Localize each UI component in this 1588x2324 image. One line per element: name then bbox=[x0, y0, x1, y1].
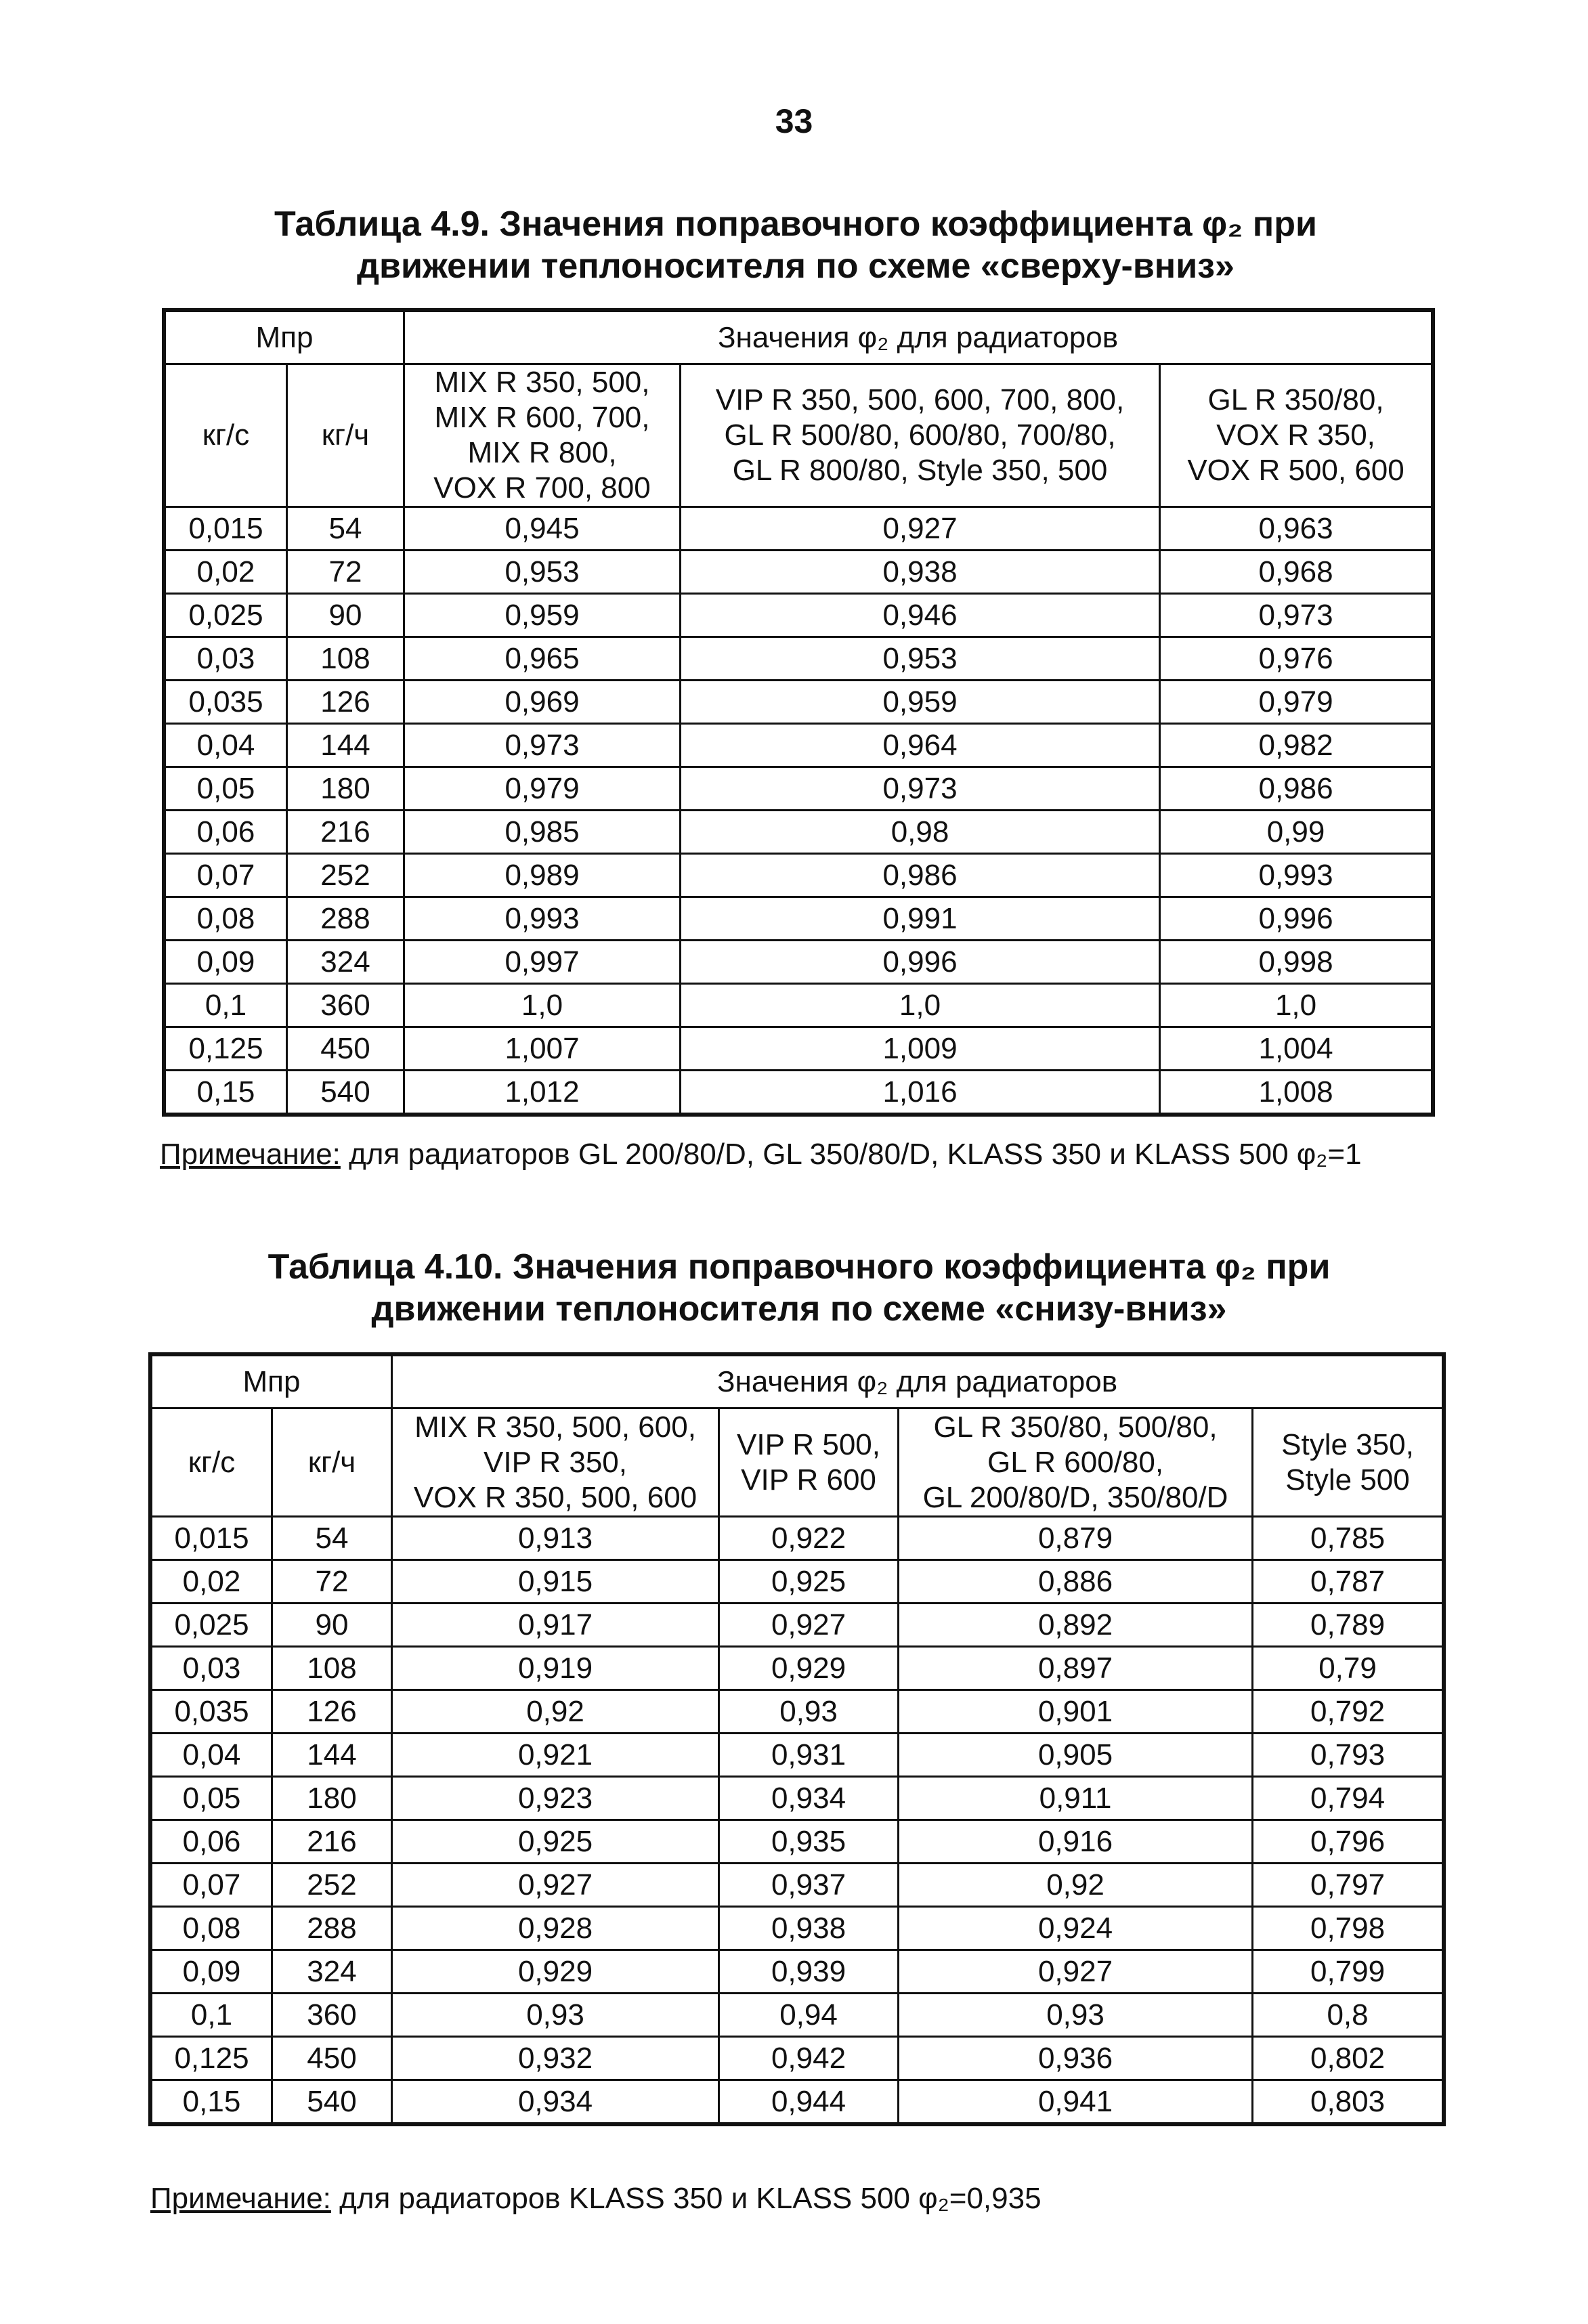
table-row bbox=[165, 681, 1432, 724]
table-cell: 288 bbox=[272, 1907, 392, 1950]
table-cell: 1,016 bbox=[681, 1071, 1160, 1114]
table-cell: 288 bbox=[287, 897, 404, 941]
table-row bbox=[152, 1647, 1443, 1690]
table-cell: 0,905 bbox=[899, 1734, 1253, 1777]
column-header-line: VOX R 700, 800 bbox=[433, 471, 651, 504]
table-cell: 540 bbox=[287, 1071, 404, 1114]
table-row bbox=[165, 854, 1432, 897]
table-cell: 0,979 bbox=[404, 767, 681, 811]
table-cell: 0,07 bbox=[165, 854, 287, 897]
table-cell: 0,927 bbox=[899, 1950, 1253, 1994]
table-row bbox=[165, 767, 1432, 811]
table2-col-header-3 bbox=[899, 1408, 1253, 1517]
column-header-line: MIX R 350, 500, 600, bbox=[414, 1410, 696, 1444]
table-cell: 0,917 bbox=[392, 1604, 719, 1647]
table-row bbox=[165, 1071, 1432, 1114]
table-cell: 0,953 bbox=[404, 551, 681, 594]
table-cell: 0,09 bbox=[165, 941, 287, 984]
table-cell: 0,901 bbox=[899, 1690, 1253, 1734]
table-cell: 0,986 bbox=[1160, 767, 1432, 811]
table-cell: 0,968 bbox=[1160, 551, 1432, 594]
table1-group-header: Значения φ₂ для радиаторов bbox=[404, 311, 1432, 364]
table1-note-text: для радиаторов GL 200/80/D, GL 350/80/D, KLASS 350 и KLASS 500 φ₂=1 bbox=[340, 1138, 1362, 1171]
column-header-line: MIX R 350, 500, bbox=[434, 366, 650, 399]
table-cell: 180 bbox=[287, 767, 404, 811]
table-cell: 324 bbox=[287, 941, 404, 984]
table-cell: 0,05 bbox=[152, 1777, 272, 1820]
table-cell: 0,938 bbox=[719, 1907, 899, 1950]
table-cell: 1,0 bbox=[1160, 984, 1432, 1027]
table-cell: 90 bbox=[287, 594, 404, 637]
column-header-line: MIX R 600, 700, bbox=[434, 401, 650, 434]
table-cell: 0,996 bbox=[681, 941, 1160, 984]
table-cell: 0,02 bbox=[165, 551, 287, 594]
table-cell: 1,008 bbox=[1160, 1071, 1432, 1114]
table-row bbox=[152, 1517, 1443, 1560]
table-cell: 0,879 bbox=[899, 1517, 1253, 1560]
table2-unit-kgh: кг/ч bbox=[272, 1408, 392, 1517]
table-cell: 0,93 bbox=[392, 1994, 719, 2037]
table-cell: 0,015 bbox=[152, 1517, 272, 1560]
table-cell: 0,937 bbox=[719, 1864, 899, 1907]
table-row bbox=[152, 1604, 1443, 1647]
column-header-line: Style 350, bbox=[1281, 1427, 1414, 1461]
table-cell: 0,945 bbox=[404, 507, 681, 551]
table-cell: 252 bbox=[287, 854, 404, 897]
table-cell: 0,798 bbox=[1253, 1907, 1443, 1950]
table-cell: 0,921 bbox=[392, 1734, 719, 1777]
table-row bbox=[165, 984, 1432, 1027]
table-cell: 0,919 bbox=[392, 1647, 719, 1690]
table-cell: 0,025 bbox=[165, 594, 287, 637]
table1-col-header-2 bbox=[681, 364, 1160, 507]
table1-col-header-3 bbox=[1160, 364, 1432, 507]
table-cell: 0,982 bbox=[1160, 724, 1432, 767]
table-cell: 108 bbox=[287, 637, 404, 681]
table-cell: 0,93 bbox=[719, 1690, 899, 1734]
table-row bbox=[165, 507, 1432, 551]
table-cell: 0,94 bbox=[719, 1994, 899, 2037]
table-cell: 0,897 bbox=[899, 1647, 1253, 1690]
table-cell: 0,794 bbox=[1253, 1777, 1443, 1820]
table-row bbox=[152, 1734, 1443, 1777]
column-header-line: VOX R 350, bbox=[1216, 418, 1375, 452]
table1-m-header-text: Mпр bbox=[255, 320, 314, 354]
table-cell: 0,973 bbox=[681, 767, 1160, 811]
table-cell: 1,009 bbox=[681, 1027, 1160, 1071]
table-row bbox=[165, 897, 1432, 941]
table-cell: 0,959 bbox=[681, 681, 1160, 724]
table-cell: 0,925 bbox=[719, 1560, 899, 1604]
table-row bbox=[165, 551, 1432, 594]
table2-m-header bbox=[152, 1356, 392, 1408]
table-cell: 0,125 bbox=[165, 1027, 287, 1071]
table1-col-header-1 bbox=[404, 364, 681, 507]
table-cell: 0,934 bbox=[392, 2080, 719, 2124]
table-cell: 0,997 bbox=[404, 941, 681, 984]
table-cell: 0,913 bbox=[392, 1517, 719, 1560]
table-cell: 0,976 bbox=[1160, 637, 1432, 681]
table-cell: 450 bbox=[287, 1027, 404, 1071]
column-header-line: VOX R 350, 500, 600 bbox=[413, 1480, 698, 1514]
table-cell: 0,799 bbox=[1253, 1950, 1443, 1994]
table-cell: 0,797 bbox=[1253, 1864, 1443, 1907]
table-cell: 1,007 bbox=[404, 1027, 681, 1071]
column-header-line: VOX R 500, 600 bbox=[1187, 454, 1404, 487]
table-cell: 0,08 bbox=[152, 1907, 272, 1950]
table-cell: 0,793 bbox=[1253, 1734, 1443, 1777]
table-cell: 0,927 bbox=[681, 507, 1160, 551]
column-header-line: MIX R 800, bbox=[467, 436, 617, 469]
table2-col-header-2 bbox=[719, 1408, 899, 1517]
table-cell: 90 bbox=[272, 1604, 392, 1647]
table-cell: 0,886 bbox=[899, 1560, 1253, 1604]
table2-caption-line2: движении теплоносителя по схеме «снизу-вниз» bbox=[371, 1289, 1227, 1329]
table-cell: 0,8 bbox=[1253, 1994, 1443, 2037]
table-cell: 1,004 bbox=[1160, 1027, 1432, 1071]
table-cell: 540 bbox=[272, 2080, 392, 2124]
table-cell: 0,923 bbox=[392, 1777, 719, 1820]
table-row bbox=[152, 1907, 1443, 1950]
table2 bbox=[150, 1354, 1444, 2124]
table2-body bbox=[152, 1517, 1443, 2124]
table1-caption-line2: движении теплоносителя по схеме «сверху-вниз» bbox=[357, 246, 1235, 286]
table-cell: 0,924 bbox=[899, 1907, 1253, 1950]
table-row bbox=[165, 637, 1432, 681]
table-cell: 0,944 bbox=[719, 2080, 899, 2124]
table-cell: 0,929 bbox=[392, 1950, 719, 1994]
column-header-line: GL R 600/80, bbox=[987, 1445, 1164, 1479]
table-cell: 0,08 bbox=[165, 897, 287, 941]
table-cell: 0,963 bbox=[1160, 507, 1432, 551]
table-cell: 0,959 bbox=[404, 594, 681, 637]
table-cell: 0,93 bbox=[899, 1994, 1253, 2037]
table1-unit-kgs: кг/с bbox=[165, 364, 287, 507]
table-cell: 0,035 bbox=[165, 681, 287, 724]
table2-unit-kgs: кг/с bbox=[152, 1408, 272, 1517]
table-cell: 0,803 bbox=[1253, 2080, 1443, 2124]
table-cell: 144 bbox=[287, 724, 404, 767]
table-cell: 0,1 bbox=[152, 1994, 272, 2037]
table-cell: 0,998 bbox=[1160, 941, 1432, 984]
table-cell: 0,035 bbox=[152, 1690, 272, 1734]
table1-unit-kgh: кг/ч bbox=[287, 364, 404, 507]
table-cell: 0,04 bbox=[165, 724, 287, 767]
table-cell: 0,15 bbox=[165, 1071, 287, 1114]
table-cell: 0,802 bbox=[1253, 2037, 1443, 2080]
table-cell: 0,03 bbox=[165, 637, 287, 681]
table-cell: 0,941 bbox=[899, 2080, 1253, 2124]
table2-caption bbox=[257, 1246, 1341, 1330]
table-cell: 360 bbox=[287, 984, 404, 1027]
table1-note-label: Примечание: bbox=[160, 1138, 341, 1171]
table1-note bbox=[160, 1138, 1362, 1171]
column-header-line: GL 200/80/D, 350/80/D bbox=[922, 1480, 1228, 1514]
table-cell: 0,938 bbox=[681, 551, 1160, 594]
table-row bbox=[152, 1820, 1443, 1864]
table-cell: 0,939 bbox=[719, 1950, 899, 1994]
table-cell: 0,792 bbox=[1253, 1690, 1443, 1734]
table-cell: 0,942 bbox=[719, 2037, 899, 2080]
table-cell: 126 bbox=[287, 681, 404, 724]
table-row bbox=[152, 1560, 1443, 1604]
table-cell: 450 bbox=[272, 2037, 392, 2080]
table-cell: 0,911 bbox=[899, 1777, 1253, 1820]
table-row bbox=[152, 1777, 1443, 1820]
table-cell: 0,06 bbox=[152, 1820, 272, 1864]
table-row bbox=[152, 1690, 1443, 1734]
column-header-line: VIP R 350, 500, 600, 700, 800, bbox=[715, 383, 1125, 416]
table-cell: 0,92 bbox=[899, 1864, 1253, 1907]
table-cell: 0,979 bbox=[1160, 681, 1432, 724]
table-cell: 0,993 bbox=[404, 897, 681, 941]
table-cell: 0,973 bbox=[1160, 594, 1432, 637]
table-cell: 0,125 bbox=[152, 2037, 272, 2080]
table-cell: 0,92 bbox=[392, 1690, 719, 1734]
table-cell: 0,964 bbox=[681, 724, 1160, 767]
table-cell: 0,953 bbox=[681, 637, 1160, 681]
table-row bbox=[152, 2080, 1443, 2124]
table-row bbox=[152, 1950, 1443, 1994]
table-cell: 0,931 bbox=[719, 1734, 899, 1777]
column-header-line: VIP R 350, bbox=[484, 1445, 628, 1479]
table-cell: 324 bbox=[272, 1950, 392, 1994]
table2-note bbox=[150, 2182, 1042, 2216]
table-cell: 0,09 bbox=[152, 1950, 272, 1994]
table-cell: 0,932 bbox=[392, 2037, 719, 2080]
table-cell: 0,989 bbox=[404, 854, 681, 897]
table-cell: 0,015 bbox=[165, 507, 287, 551]
table-cell: 0,973 bbox=[404, 724, 681, 767]
table-cell: 126 bbox=[272, 1690, 392, 1734]
table-cell: 0,991 bbox=[681, 897, 1160, 941]
table-cell: 0,915 bbox=[392, 1560, 719, 1604]
table-cell: 0,985 bbox=[404, 811, 681, 854]
table-cell: 0,025 bbox=[152, 1604, 272, 1647]
table-cell: 0,785 bbox=[1253, 1517, 1443, 1560]
table2-caption-line1: Таблица 4.10. Значения поправочного коэффициента φ₂ при bbox=[267, 1247, 1331, 1287]
table-cell: 0,929 bbox=[719, 1647, 899, 1690]
column-header-line: GL R 350/80, 500/80, bbox=[933, 1410, 1218, 1444]
table-cell: 54 bbox=[287, 507, 404, 551]
table1-body bbox=[165, 507, 1432, 1114]
table-cell: 0,79 bbox=[1253, 1647, 1443, 1690]
table-cell: 0,04 bbox=[152, 1734, 272, 1777]
table-cell: 0,927 bbox=[719, 1604, 899, 1647]
table-cell: 0,98 bbox=[681, 811, 1160, 854]
column-header-line: Style 500 bbox=[1285, 1463, 1410, 1497]
table-cell: 180 bbox=[272, 1777, 392, 1820]
table-row bbox=[165, 811, 1432, 854]
column-header-line: GL R 800/80, Style 350, 500 bbox=[732, 454, 1108, 487]
table-cell: 0,969 bbox=[404, 681, 681, 724]
table-cell: 0,927 bbox=[392, 1864, 719, 1907]
table-cell: 0,935 bbox=[719, 1820, 899, 1864]
table-cell: 0,925 bbox=[392, 1820, 719, 1864]
table2-group-header: Значения φ₂ для радиаторов bbox=[392, 1356, 1443, 1408]
table2-m-header-text: Mпр bbox=[242, 1364, 301, 1398]
table-cell: 108 bbox=[272, 1647, 392, 1690]
table-cell: 0,789 bbox=[1253, 1604, 1443, 1647]
table-cell: 0,05 bbox=[165, 767, 287, 811]
column-header-line: VIP R 500, bbox=[737, 1427, 881, 1461]
table-cell: 72 bbox=[272, 1560, 392, 1604]
table-cell: 216 bbox=[272, 1820, 392, 1864]
table1-caption-line1: Таблица 4.9. Значения поправочного коэффициента φ₂ при bbox=[274, 205, 1317, 244]
table-cell: 72 bbox=[287, 551, 404, 594]
table-row bbox=[152, 1994, 1443, 2037]
table-row bbox=[152, 2037, 1443, 2080]
table-row bbox=[165, 941, 1432, 984]
table1-caption bbox=[257, 203, 1334, 287]
table-cell: 0,03 bbox=[152, 1647, 272, 1690]
table-row bbox=[165, 594, 1432, 637]
table-cell: 0,993 bbox=[1160, 854, 1432, 897]
table-cell: 0,965 bbox=[404, 637, 681, 681]
table-cell: 0,934 bbox=[719, 1777, 899, 1820]
table-cell: 216 bbox=[287, 811, 404, 854]
table-cell: 1,012 bbox=[404, 1071, 681, 1114]
table-cell: 360 bbox=[272, 1994, 392, 2037]
table2-note-label: Примечание: bbox=[150, 2182, 331, 2215]
table-row bbox=[165, 724, 1432, 767]
table-row bbox=[152, 1864, 1443, 1907]
table2-col-header-1 bbox=[392, 1408, 719, 1517]
table-cell: 54 bbox=[272, 1517, 392, 1560]
column-header-line: GL R 350/80, bbox=[1207, 383, 1384, 416]
table-cell: 0,986 bbox=[681, 854, 1160, 897]
table-cell: 0,996 bbox=[1160, 897, 1432, 941]
table-cell: 0,15 bbox=[152, 2080, 272, 2124]
table-cell: 144 bbox=[272, 1734, 392, 1777]
table-cell: 0,916 bbox=[899, 1820, 1253, 1864]
table2-note-text: для радиаторов KLASS 350 и KLASS 500 φ₂=0,935 bbox=[330, 2182, 1042, 2215]
table-cell: 0,02 bbox=[152, 1560, 272, 1604]
table-cell: 1,0 bbox=[681, 984, 1160, 1027]
table-cell: 0,07 bbox=[152, 1864, 272, 1907]
table-cell: 0,796 bbox=[1253, 1820, 1443, 1864]
table1-m-header bbox=[165, 311, 404, 364]
table-cell: 0,946 bbox=[681, 594, 1160, 637]
table1 bbox=[164, 310, 1433, 1115]
table-cell: 0,787 bbox=[1253, 1560, 1443, 1604]
table-cell: 0,892 bbox=[899, 1604, 1253, 1647]
table-cell: 0,06 bbox=[165, 811, 287, 854]
table-cell: 1,0 bbox=[404, 984, 681, 1027]
table-cell: 0,1 bbox=[165, 984, 287, 1027]
table-cell: 0,936 bbox=[899, 2037, 1253, 2080]
table-cell: 0,928 bbox=[392, 1907, 719, 1950]
table2-col-header-4 bbox=[1253, 1408, 1443, 1517]
table-row bbox=[165, 1027, 1432, 1071]
table-cell: 252 bbox=[272, 1864, 392, 1907]
table-cell: 0,922 bbox=[719, 1517, 899, 1560]
page-number: 33 bbox=[775, 102, 813, 140]
column-header-line: VIP R 600 bbox=[741, 1463, 876, 1497]
column-header-line: GL R 500/80, 600/80, 700/80, bbox=[724, 418, 1116, 452]
table-cell: 0,99 bbox=[1160, 811, 1432, 854]
